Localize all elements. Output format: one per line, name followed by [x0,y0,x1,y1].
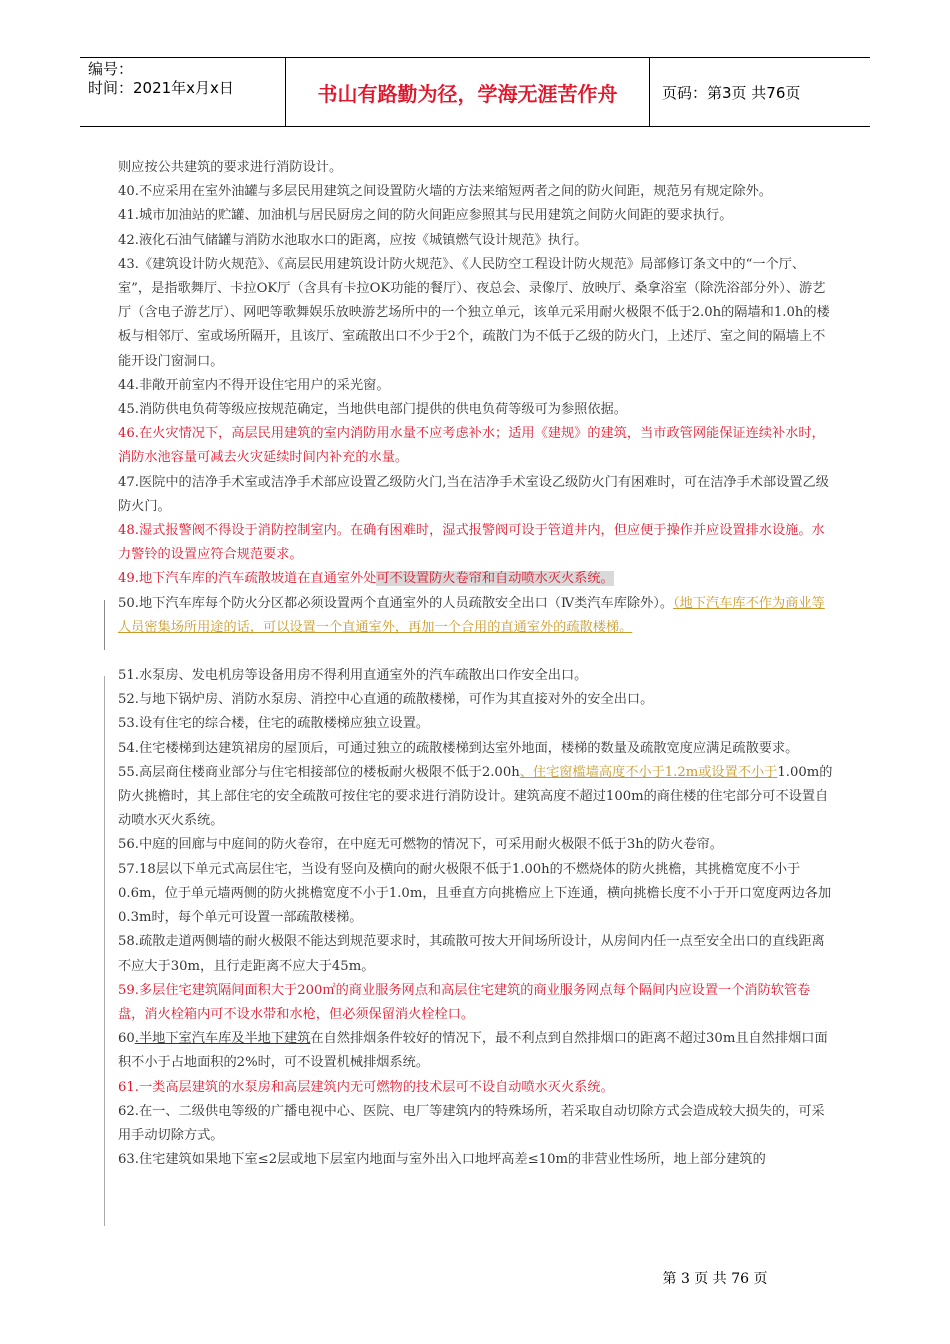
page-footer [0,1268,950,1288]
paragraph: 57.18层以下单元式高层住宅，当设有竖向及横向的耐火极限不低于1.00h的不燃烧体的防火挑檐，其挑檐宽度不小于0.6m，位于单元墙两侧的防火挑檐宽度不小于1.0m，且垂直方向挑檐应上下连通，横向挑檐长度不小于开口宽度两边各加0.3m时，每个单元可设置一部疏散楼梯。 [118,861,832,926]
paragraph: 52.与地下锅炉房、消防水泵房、消控中心直通的疏散楼梯，可作为其直接对外的安全出口。 [118,692,654,708]
change-bar [104,676,105,1226]
paragraph: 40.不应采用在室外油罐与多层民用建筑之间设置防火墙的方法来缩短两者之间的防火间距，规范另有规定除外。 [118,184,772,200]
paragraph: 58.疏散走道两侧墙的耐火极限不能达到规范要求时，其疏散可按大开间场所设计，从房间内任一点至安全出口的直线距离不应大于30m，且行走距离不应大于45m。 [118,934,825,974]
document-body [118,156,834,1172]
paragraph: 61.一类高层建筑的水泵房和高层建筑内无可燃物的技术层可不设自动喷水灭火系统。 [118,1079,614,1095]
paragraph: 62.在一、二级供电等级的广播电视中心、医院、电厂等建筑内的特殊场所，若采取自动切除方式会造成较大损失的，可采用手动切除方式。 [118,1103,825,1143]
paragraph: 则应按公共建筑的要求进行消防设计。 [118,160,343,175]
paragraph: 63.住宅建筑如果地下室≤2层或地下层室内地面与室外出入口地坪高差≤10m的非营业性场所，地上部分建筑的 [118,1152,766,1168]
paragraph: 54.住宅楼梯到达建筑裙房的屋顶后，可通过独立的疏散楼梯到达室外地面，楼梯的数量及疏散宽度应满足疏散要求。 [118,740,799,756]
paragraph: 43.《建筑设计防火规范》、《高层民用建筑设计防火规范》、《人民防空工程设计防火规范》局部修订条文中的“一个厅、室”，是指歌舞厅、卡拉OK厅（含具有卡拉OK功能的餐厅）、夜总会、录像厅、放映厅、桑拿浴室（除洗浴部分外）、游艺厅（含电子游艺厅）、网吧等歌舞娱乐放映游艺场所中的一个独立单元，该单元采用耐火极限不低于2.0h的隔墙和1.0h的楼板与相邻厅、室或场所隔开，且该厅、室疏散出口不少于2个，疏散门为不低于乙级的防火门，上述厅、室之间的隔墙上不能开设门窗洞口。 [118,256,830,369]
paragraph-60: 60.半地下室汽车库及半地下建筑在自然排烟条件较好的情况下，最不利点到自然排烟口的距离不超过30m且自然排烟口面积不小于占地面积的2%时，可不设置机械排烟系统。 [118,1031,828,1071]
motto: 书山有路勤为径，学海无涯苦作舟 [286,58,650,126]
page-header [80,57,870,127]
paragraph: 47.医院中的洁净手术室或洁净手术部应设置乙级防火门,当在洁净手术室设乙级防火门有困难时，可在洁净手术部设置乙级防火门。 [118,474,829,514]
paragraph-55: 55.高层商住楼商业部分与住宅相接部位的楼板耐火极限不低于2.00h、住宅窗槛墙高度不小于1.2m或设置不小于1.00m的防火挑檐时，其上部住宅的安全疏散可按住宅的要求进行消防设计。建筑高度不超过100m的商住楼的住宅部分可不设置自动喷水灭火系统。 [118,764,833,829]
paragraph: 51.水泵房、发电机房等设备用房不得利用直通室外的汽车疏散出口作安全出口。 [118,668,588,684]
blank-line [118,640,834,664]
page-info: 页码：第3页 共76页 [662,83,801,102]
paragraph: 53.设有住宅的综合楼，住宅的疏散楼梯应独立设置。 [118,716,430,732]
paragraph: 41.城市加油站的贮罐、加油机与居民厨房之间的防火间距应参照其与民用建筑之间防火间距的要求执行。 [118,208,733,224]
paragraph-50: 50.地下汽车库每个防火分区都必须设置两个直通室外的人员疏散安全出口（Ⅳ类汽车库除外）。（地下汽车库不作为商业等人员密集场所用途的话，可以设置一个直通室外，再加一个合用的直通室外的疏散楼梯。 [118,595,825,635]
paragraph: 48.湿式报警阀不得设于消防控制室内。在确有困难时，湿式报警阀可设于管道井内，但应便于操作并应设置排水设施。水力警铃的设置应符合规范要求。 [118,523,825,563]
header-left [80,58,286,126]
paragraph: 44.非敞开前室内不得开设住宅用户的采光窗。 [118,377,390,393]
paragraph: 42.液化石油气储罐与消防水池取水口的距离，应按《城镇燃气设计规范》执行。 [118,232,588,248]
paragraph: 56.中庭的回廊与中庭间的防火卷帘，在中庭无可燃物的情况下，可采用耐火极限不低于3h的防火卷帘。 [118,837,723,853]
footer-page-number: 第 3 页 共 76 页 [662,1271,768,1287]
number-label: 编号： [88,60,134,78]
paragraph: 46.在火灾情况下，高层民用建筑的室内消防用水量不应考虑补水；适用《建规》的建筑，当市政管网能保证连续补水时，消防水池容量可减去火灾延续时间内补充的水量。 [118,426,825,466]
time-label: 时间：2021年x月x日 [88,79,234,97]
change-bar [104,600,105,650]
paragraph: 59.多层住宅建筑隔间面积大于200㎡的商业服务网点和高层住宅建筑的商业服务网点每个隔间内应设置一个消防软管卷盘，消火栓箱内可不设水带和水枪，但必须保留消火栓栓口。 [118,982,811,1022]
paragraph: 45.消防供电负荷等级应按规范确定，当地供电部门提供的供电负荷等级可为参照依据。 [118,402,627,418]
paragraph-49: 49.地下汽车库的汽车疏散坡道在直通室外处可不设置防火卷帘和自动喷水灭火系统。 [118,571,614,587]
